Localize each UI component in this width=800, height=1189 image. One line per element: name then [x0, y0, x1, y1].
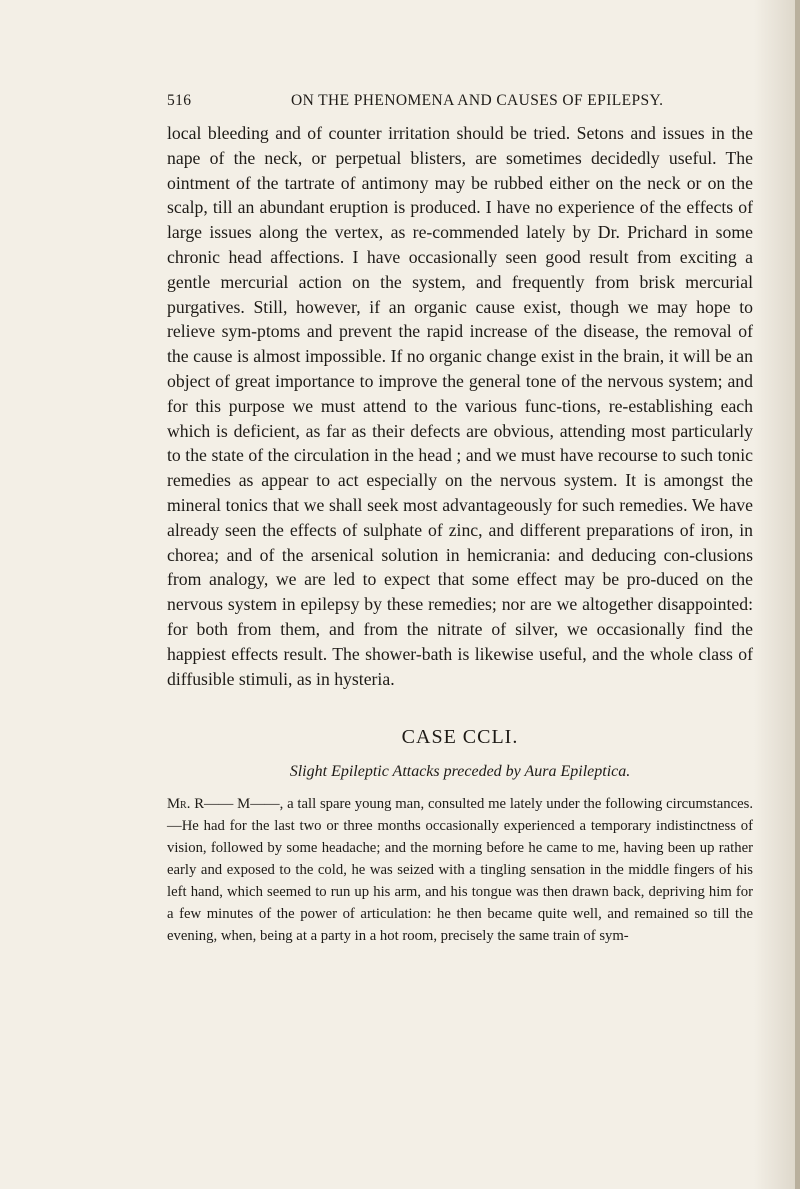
- page-gutter-shadow: [754, 0, 800, 1189]
- running-title: ON THE PHENOMENA AND CAUSES OF EPILEPSY.: [291, 92, 664, 109]
- case-salutation: Mr. R——: [167, 796, 234, 812]
- page-number: 516: [167, 92, 192, 109]
- case-heading: CASE CCLI.: [401, 726, 519, 748]
- case-body-text: M——, a tall spare young man, consulted me lately under the following circumstances.—He had for the last two or three months occasionally experienced a temporary indistinctness of vision, followed by some headache; and the morning before he came to me, having been up rather early and exposed to the cold, he was seized with a tingling sensation in the middle fingers of his left hand, which seemed to run up his arm, and his tongue was then drawn back, depriving him for a few minutes of the power of articulation: he then became quite well, and remained so till the evening, when, being at a party in a hot room, precisely the same train of sym-: [167, 796, 753, 944]
- case-paragraph: [167, 793, 753, 947]
- main-text-block: [167, 121, 753, 691]
- page-edge: [795, 0, 800, 1189]
- case-subtitle: Slight Epileptic Attacks preceded by Aura Epileptica.: [289, 763, 631, 780]
- main-paragraph: local bleeding and of counter irritation should be tried. Setons and issues in the nape of the neck, or perpetual blisters, are sometimes decidedly useful. The ointment of the tartrate of antimony may be rubbed either on the neck or on the scalp, till an abundant eruption is produced. I have no experience of the effects of large issues along the vertex, as re-commended lately by Dr. Prichard in some chronic head affections. I have occasionally seen good result from exciting a gentle mercurial action on the system, and frequently from brisk mercurial purgatives. Still, however, if an organic cause exist, though we may hope to relieve sym-ptoms and prevent the rapid increase of the disease, the removal of the cause is almost impossible. If no organic change exist in the brain, it will be an object of great importance to improve the general tone of the nervous system; and for this purpose we must attend to the various func-tions, re-establishing each which is deficient, as far as their defects are obvious, attending most particularly to the state of the circulation in the head ; and we must have recourse to such tonic remedies as appear to act especially on the nervous system. It is amongst the mineral tonics that we shall seek most advantageously for such remedies. We have already seen the effects of sulphate of zinc, and different preparations of iron, in chorea; and of the arsenical solution in hemicrania: and deducing con-clusions from analogy, we are led to expect that some effect may be pro-duced on the nervous system in epilepsy by these remedies; nor are we altogether disappointed: for both from them, and from the nitrate of silver, we occasionally find the happiest effects result. The shower-bath is likewise useful, and the whole class of diffusible stimuli, as in hysteria.: [167, 123, 753, 689]
